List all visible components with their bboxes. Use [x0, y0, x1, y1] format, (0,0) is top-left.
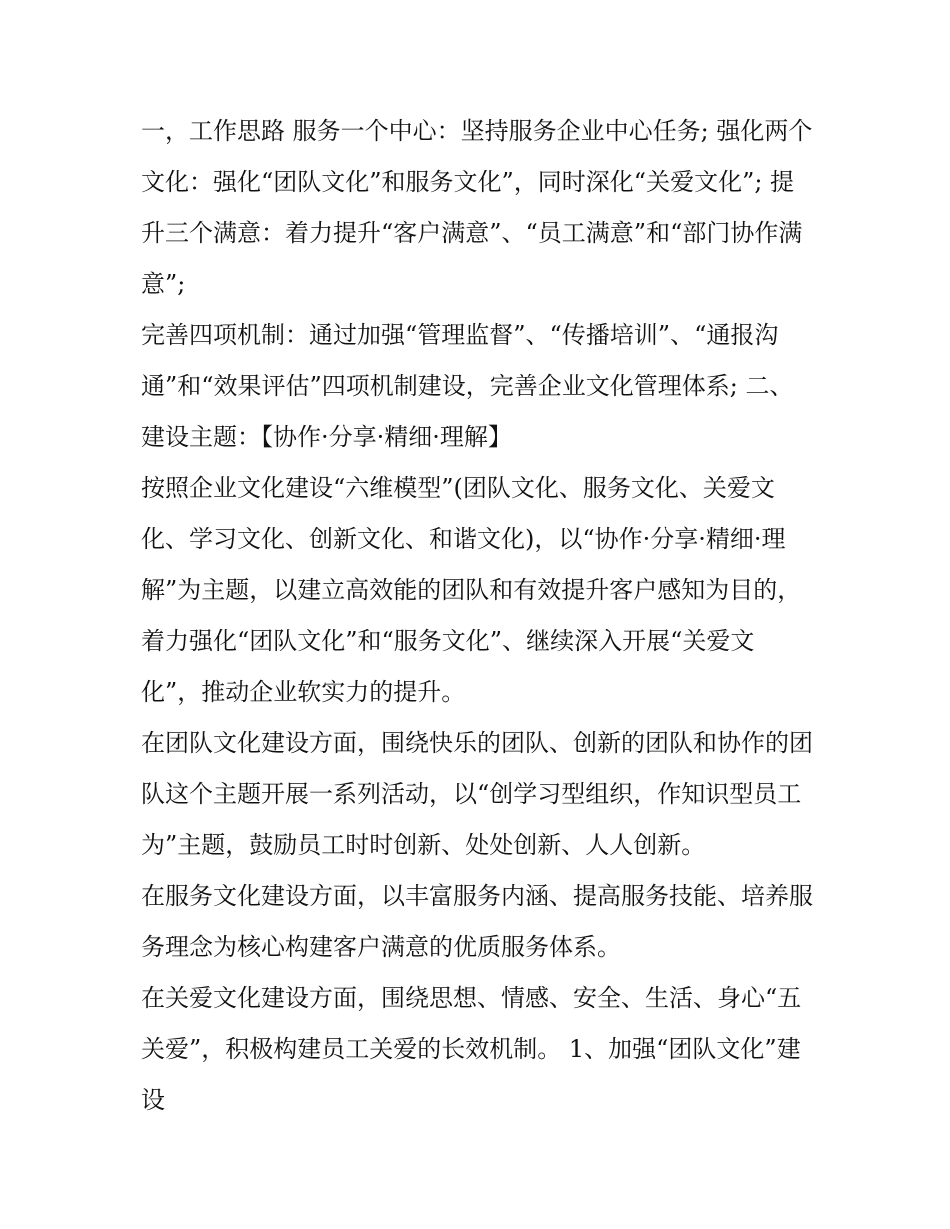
paragraph-care-culture: 在关爱文化建设方面，围绕思想、情感、安全、生活、身心“五关爱”，积极构建员工关爱的长效机制。 1、加强“团队文化”建设 — [141, 984, 802, 1114]
paragraph-four-mechanisms: 完善四项机制：通过加强“管理监督”、“传播培训”、“通报沟通”和“效果评估”四项机制建设，完善企业文化管理体系; 二、建设主题：【协作·分享·精细·理解】 — [141, 321, 794, 451]
paragraph-six-dimension-model: 按照企业文化建设“六维模型”(团队文化、服务文化、关爱文化、学习文化、创新文化、和谐文化)，以“协作·分享·精细·理解”为主题，以建立高效能的团队和有效提升客户感知为目的，着力强化“团队文化”和“服务文化”、继续深入开展“关爱文化”，推动企业软实力的提升。 — [141, 474, 802, 706]
paragraph-work-ideas: 一，工作思路 服务一个中心：坚持服务企业中心任务; 强化两个文化：强化“团队文化”和服务文化”，同时深化“关爱文化”; 提升三个满意：着力提升“客户满意”、“员工满意”和“部门协作满意”; — [141, 117, 813, 298]
paragraph-team-culture: 在团队文化建设方面，围绕快乐的团队、创新的团队和协作的团队这个主题开展一系列活动，以“创学习型组织，作知识型员工为”主题，鼓励员工时时创新、处处创新、人人创新。 — [141, 729, 813, 859]
document-body — [141, 106, 813, 1126]
paragraph-service-culture: 在服务文化建设方面，以丰富服务内涵、提高服务技能、培养服务理念为核心构建客户满意的优质服务体系。 — [141, 882, 813, 961]
